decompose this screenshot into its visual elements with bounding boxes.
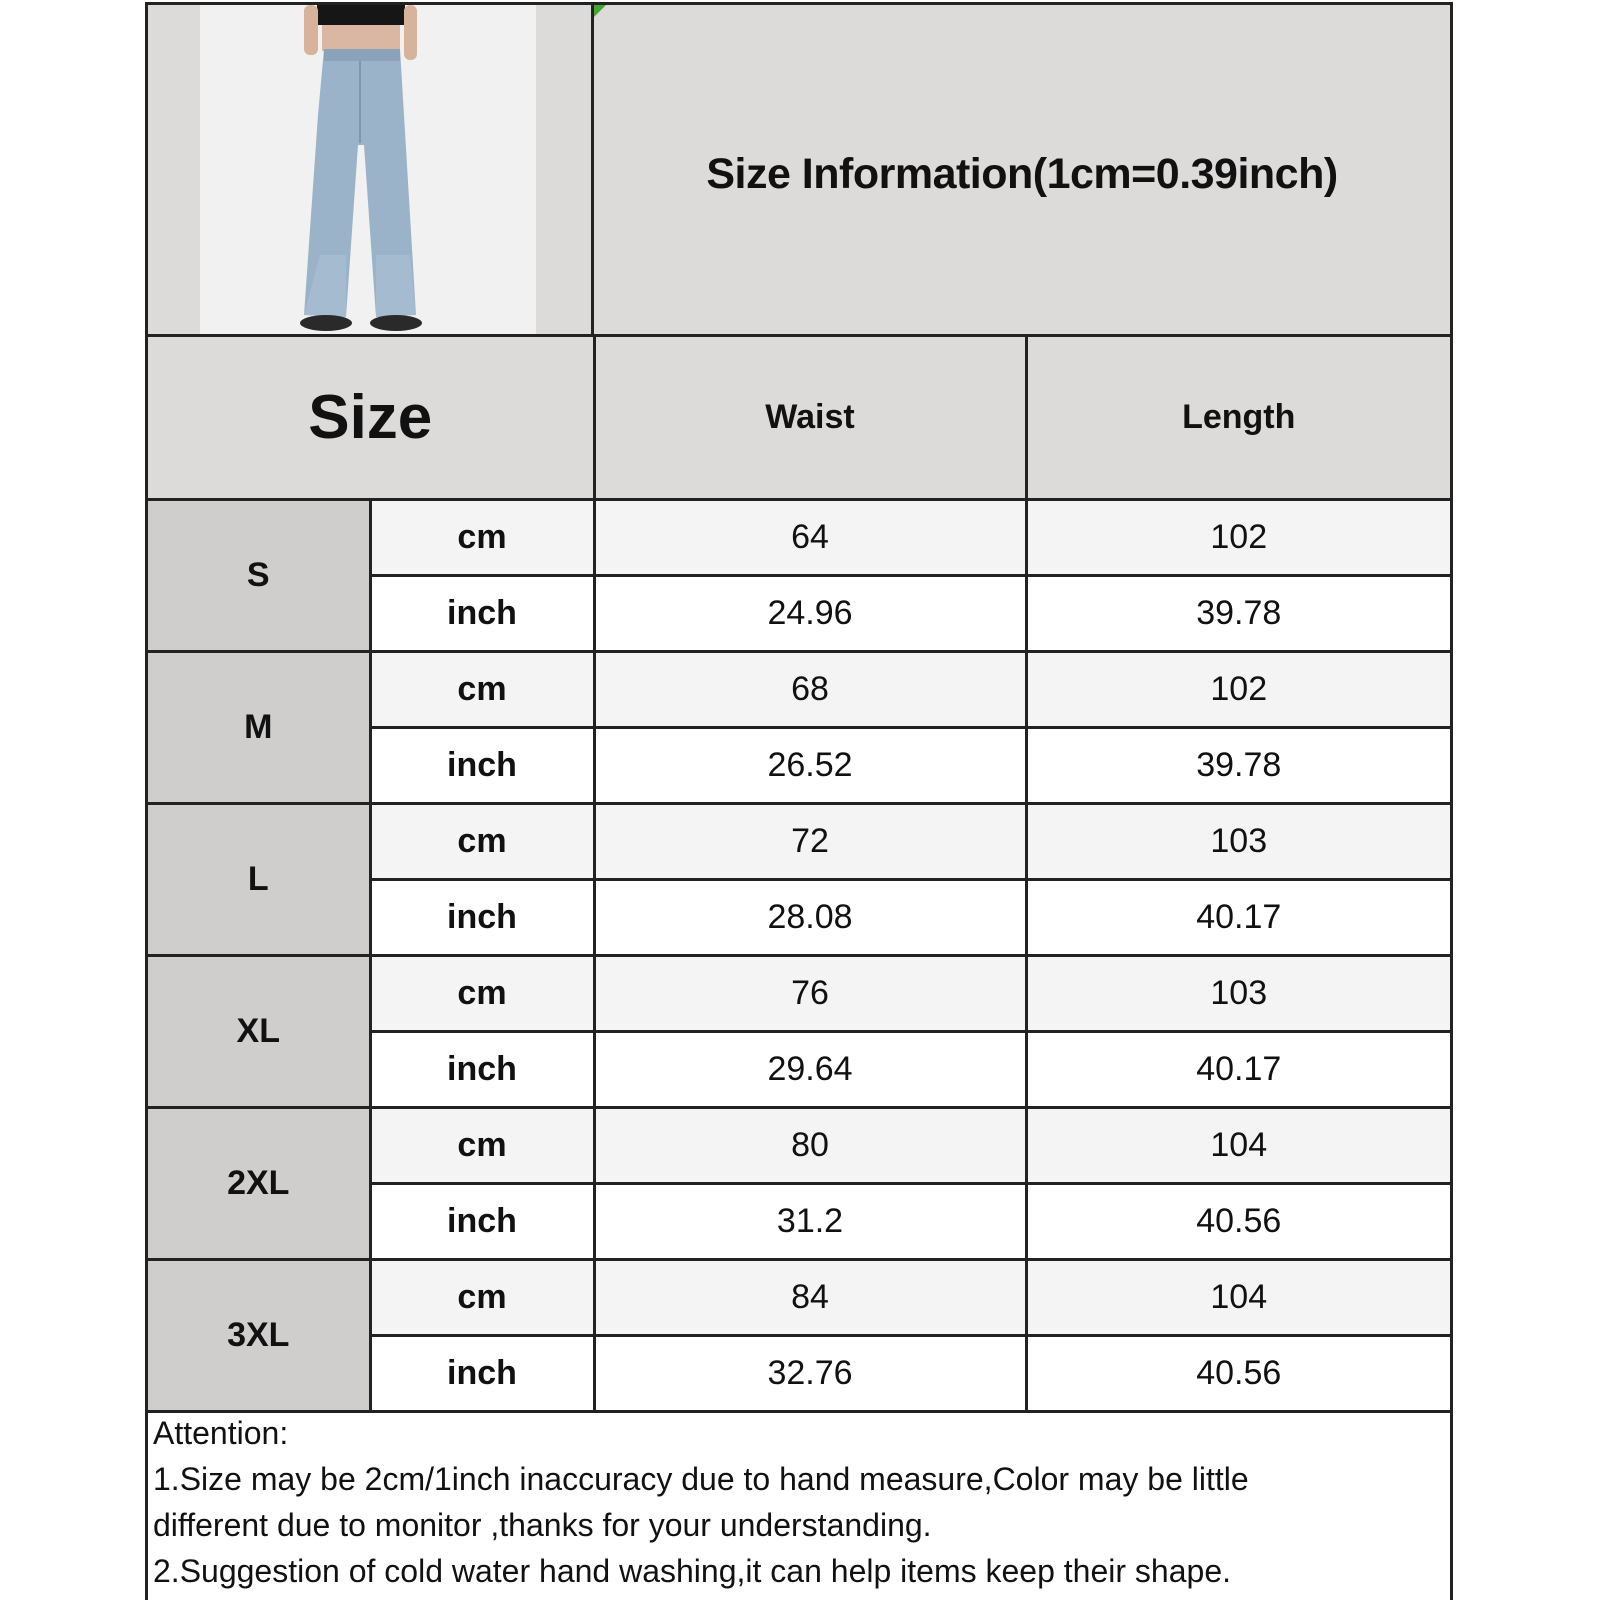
attention-line-1: 1.Size may be 2cm/1inch inaccuracy due to hand measure,Color may be little: [153, 1461, 1249, 1497]
table-row: [148, 955, 1450, 1031]
corner-marker: [594, 5, 606, 17]
unit-inch: inch: [370, 575, 594, 651]
waist-cm-value: 80: [594, 1107, 1026, 1183]
length-cm-value: 102: [1026, 651, 1450, 727]
chart-header: [148, 5, 1450, 337]
size-header: Size: [148, 337, 594, 499]
size-label: L: [148, 803, 370, 955]
length-inch-value: 40.17: [1026, 879, 1450, 955]
waist-cm-value: 84: [594, 1259, 1026, 1335]
table-row: [148, 1107, 1450, 1183]
right-arm: [404, 5, 417, 60]
length-cm-value: 102: [1026, 499, 1450, 575]
product-photo-cell: [148, 5, 594, 334]
product-photo: [200, 5, 536, 334]
right-hem-fade: [376, 255, 416, 317]
length-inch-value: 40.17: [1026, 1031, 1450, 1107]
attention-line-2: different due to monitor ,thanks for your understanding.: [153, 1507, 932, 1543]
length-cm-value: 104: [1026, 1107, 1450, 1183]
waistband: [324, 49, 400, 61]
unit-inch: inch: [370, 727, 594, 803]
attention-line-3: 2.Suggestion of cold water hand washing,it can help items keep their shape.: [153, 1553, 1231, 1589]
length-header: Length: [1026, 337, 1450, 499]
crop-top: [317, 5, 405, 25]
unit-cm: cm: [370, 1107, 594, 1183]
waist-inch-value: 31.2: [594, 1183, 1026, 1259]
waist-inch-value: 28.08: [594, 879, 1026, 955]
length-inch-value: 39.78: [1026, 575, 1450, 651]
unit-inch: inch: [370, 1031, 594, 1107]
length-cm-value: 104: [1026, 1259, 1450, 1335]
unit-cm: cm: [370, 651, 594, 727]
jeans-model-illustration: [200, 5, 536, 334]
size-chart: [145, 2, 1453, 1600]
waist-cm-value: 64: [594, 499, 1026, 575]
attention-notes: [153, 1410, 1445, 1594]
size-table: [148, 337, 1450, 1413]
right-shoe: [370, 315, 422, 331]
left-arm: [304, 5, 318, 55]
table-row: [148, 1259, 1450, 1335]
midriff: [322, 25, 400, 51]
waist-inch-value: 26.52: [594, 727, 1026, 803]
title-cell: [594, 5, 1450, 334]
waist-inch-value: 29.64: [594, 1031, 1026, 1107]
unit-inch: inch: [370, 1335, 594, 1411]
unit-cm: cm: [370, 803, 594, 879]
size-label: 3XL: [148, 1259, 370, 1411]
waist-cm-value: 76: [594, 955, 1026, 1031]
attention-heading: Attention:: [153, 1415, 289, 1451]
length-inch-value: 39.78: [1026, 727, 1450, 803]
waist-header: Waist: [594, 337, 1026, 499]
waist-cm-value: 72: [594, 803, 1026, 879]
unit-inch: inch: [370, 1183, 594, 1259]
length-cm-value: 103: [1026, 803, 1450, 879]
table-row: [148, 499, 1450, 575]
length-cm-value: 103: [1026, 955, 1450, 1031]
unit-cm: cm: [370, 499, 594, 575]
unit-cm: cm: [370, 955, 594, 1031]
table-row: [148, 803, 1450, 879]
size-label: XL: [148, 955, 370, 1107]
length-inch-value: 40.56: [1026, 1183, 1450, 1259]
left-shoe: [300, 315, 352, 331]
waist-inch-value: 24.96: [594, 575, 1026, 651]
size-label: M: [148, 651, 370, 803]
table-row: [148, 651, 1450, 727]
length-inch-value: 40.56: [1026, 1335, 1450, 1411]
size-information-title: Size Information(1cm=0.39inch): [706, 150, 1338, 198]
waist-inch-value: 32.76: [594, 1335, 1026, 1411]
size-label: 2XL: [148, 1107, 370, 1259]
unit-cm: cm: [370, 1259, 594, 1335]
waist-cm-value: 68: [594, 651, 1026, 727]
unit-inch: inch: [370, 879, 594, 955]
table-header-row: [148, 337, 1450, 499]
size-label: S: [148, 499, 370, 651]
